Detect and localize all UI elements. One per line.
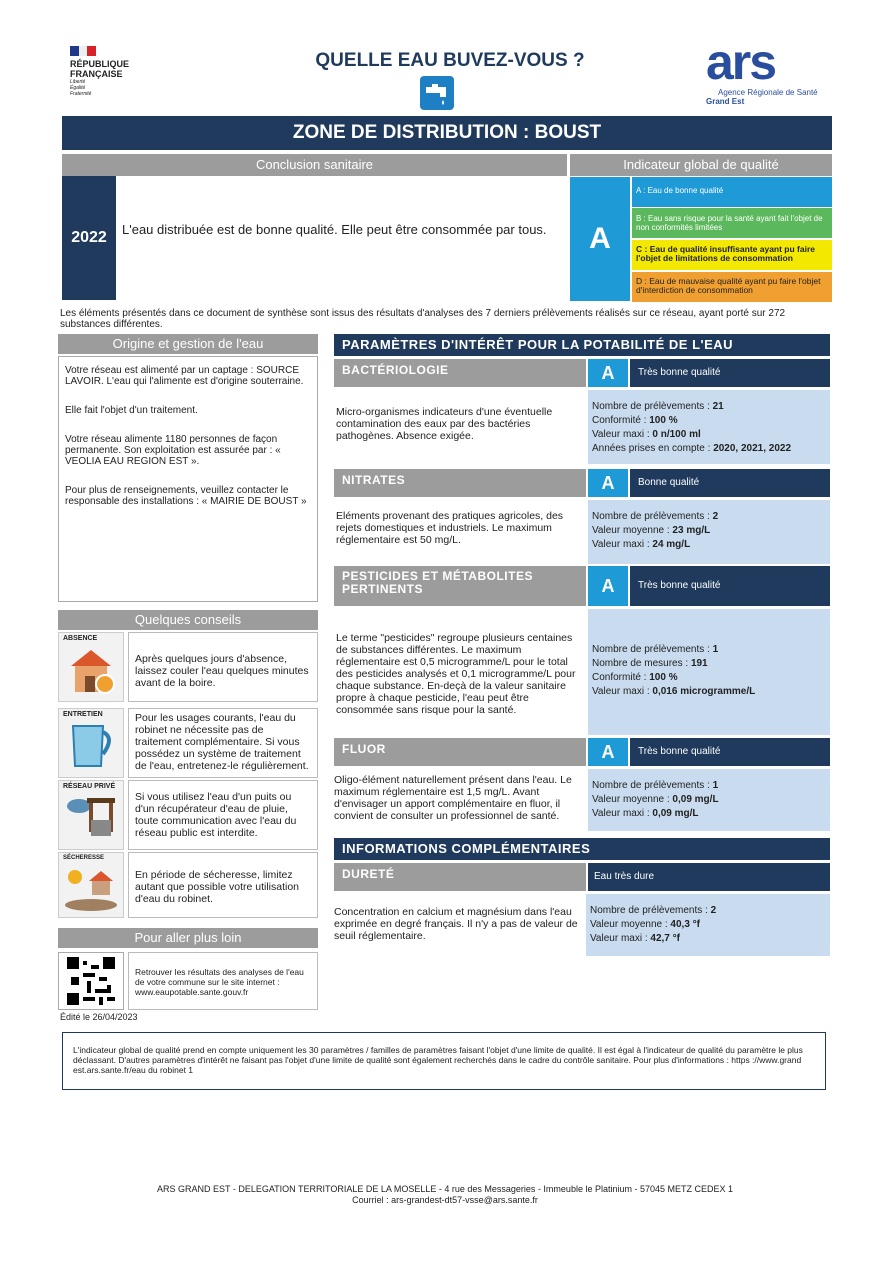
nitrates-grade: A bbox=[588, 469, 628, 497]
legend-b: B : Eau sans risque pour la santé ayant fait l'objet de non conformités limitées bbox=[632, 208, 832, 238]
note-text: L'indicateur global de qualité prend en compte uniquement les 30 paramètres / familles de paramètres faisant l'objet d'une limite de qualité. Il est égal à l'indicateur de qualité du paramètre le plus déclassant. D'autres paramètres d'intérêt ne faisant pas l'objet d'une limite de qualité sont également recherchés dans le cadre du contrôle sanitaire. Pour plus d'informations : https ://www.grand est.ars.sante.fr/eau du robinet 1 bbox=[73, 1045, 803, 1075]
pesticides-stat: Nombre de prélèvements : 1 bbox=[592, 644, 719, 655]
durete-desc: Concentration en calcium et magnésium dans l'eau exprimée en degré français. Il n'y a pas de valeur de seuil réglementaire. bbox=[334, 906, 578, 942]
nitrates-stats bbox=[588, 500, 830, 564]
bacterio-grade: A bbox=[588, 359, 628, 387]
well-icon bbox=[61, 792, 121, 844]
advice-reseau-icon-box bbox=[58, 780, 124, 850]
legend-a: A : Eau de bonne qualité bbox=[632, 177, 832, 207]
nitrates-desc: Eléments provenant des pratiques agricoles, des rejets domestiques et industriels. Le maximum réglementaire est 50 mg/L. bbox=[336, 510, 564, 546]
conclusion-year: 2022 bbox=[62, 176, 116, 300]
pesticides-desc: Le terme "pesticides" regroupe plusieurs centaines de substances différentes. Le maximum réglementaire est 0,5 microgramme/L pour le total des pesticides analysés et 0,1 microgramme/L pour chaque substance. En-deçà de la valeur sanitaire propre à chaque pesticide, l'eau peut être consommée sans risque pour la santé. bbox=[336, 632, 576, 716]
nitrates-title: NITRATES bbox=[334, 469, 586, 497]
global-grade-badge: A bbox=[570, 177, 630, 301]
fluor-grade: A bbox=[588, 738, 628, 766]
ars-logo-text: ars bbox=[706, 34, 776, 90]
pesticides-stat: Conformité : 100 % bbox=[592, 672, 678, 683]
durete-stats bbox=[586, 894, 830, 956]
bacterio-quality: Très bonne qualité bbox=[630, 359, 830, 387]
faucet-icon bbox=[420, 76, 454, 110]
qr-code bbox=[58, 952, 124, 1010]
advice-absence-icon-box bbox=[58, 632, 124, 702]
conclusion-header: Conclusion sanitaire bbox=[62, 154, 567, 176]
advice-secheresse-text: En période de sécheresse, limitez autant que possible votre utilisation d'eau du robinet. bbox=[128, 852, 318, 918]
note-box bbox=[62, 1032, 826, 1090]
legend-c: C : Eau de qualité insuffisante ayant pu faire l'objet de limitations de consommation bbox=[632, 240, 832, 270]
pesticides-title-line2: PERTINENTS bbox=[342, 582, 424, 596]
advice-secheresse-label: SÉCHERESSE bbox=[63, 855, 105, 861]
advice-absence-text: Après quelques jours d'absence, laissez couler l'eau quelques minutes avant de la boire. bbox=[128, 632, 318, 702]
advice-absence-label: ABSENCE bbox=[63, 635, 98, 642]
origin-header: Origine et gestion de l'eau bbox=[58, 334, 318, 354]
pesticides-stat: Nombre de mesures : 191 bbox=[592, 658, 708, 669]
house-clock-icon bbox=[61, 644, 121, 696]
bacterio-stat: Conformité : 100 % bbox=[592, 415, 678, 426]
indicator-header: Indicateur global de qualité bbox=[570, 154, 832, 176]
edited-date: Édité le 26/04/2023 bbox=[60, 1012, 138, 1022]
origin-p2: Elle fait l'objet d'un traitement. bbox=[65, 405, 198, 416]
fluor-stat: Valeur maxi : 0,09 mg/L bbox=[592, 808, 699, 819]
nitrates-stat: Valeur maxi : 24 mg/L bbox=[592, 539, 691, 550]
nitrates-stat: Valeur moyenne : 23 mg/L bbox=[592, 525, 711, 536]
fluor-stat: Valeur moyenne : 0,09 mg/L bbox=[592, 794, 719, 805]
bacterio-title: BACTÉRIOLOGIE bbox=[334, 359, 586, 387]
nitrates-stat: Nombre de prélèvements : 2 bbox=[592, 511, 719, 522]
drought-icon bbox=[61, 863, 121, 915]
pesticides-quality: Très bonne qualité bbox=[630, 566, 830, 606]
advice-header: Quelques conseils bbox=[58, 610, 318, 630]
water-jug-icon bbox=[61, 720, 121, 772]
zone-title: ZONE DE DISTRIBUTION : BOUST bbox=[62, 116, 832, 150]
bacterio-desc: Micro-organismes indicateurs d'une éventuelle contamination des eaux par des bactéries pathogènes. Absence exigée. bbox=[336, 406, 553, 442]
origin-panel bbox=[58, 356, 318, 602]
fluor-quality: Très bonne qualité bbox=[630, 738, 830, 766]
pesticides-title bbox=[334, 566, 586, 606]
origin-p4: Pour plus de renseignements, veuillez contacter le responsable des installations : « MAIRIE DE BOUST » bbox=[65, 485, 307, 507]
advice-secheresse-icon-box bbox=[58, 852, 124, 918]
fluor-stat: Nombre de prélèvements : 1 bbox=[592, 780, 719, 791]
durete-title: DURETÉ bbox=[334, 863, 586, 891]
advice-entretien-label: ENTRETIEN bbox=[63, 711, 103, 718]
advice-reseau-label: RÉSEAU PRIVÉ bbox=[63, 783, 116, 790]
fluor-desc: Oligo-élément naturellement présent dans l'eau. Le maximum réglementaire est 1,5 mg/L. Avant d'envisager un apport complémentaire en fluor, il convient de consulter un professionnel de santé. bbox=[334, 774, 572, 822]
pesticides-stats bbox=[588, 609, 830, 735]
ars-region-label: Grand Est bbox=[706, 97, 745, 106]
footer-email: Courriel : ars-grandest-dt57-vsse@ars.sante.fr bbox=[352, 1195, 538, 1205]
origin-p3: Votre réseau alimente 1180 personnes de façon permanente. Son exploitation est assurée par : « VEOLIA EAU REGION EST ». bbox=[65, 434, 281, 467]
pesticides-stat: Valeur maxi : 0,016 microgramme/L bbox=[592, 686, 756, 697]
further-text: Retrouver les résultats des analyses de l'eau de votre commune sur le site internet : www.eaupotable.sante.gouv.fr bbox=[128, 952, 318, 1010]
advice-entretien-text: Pour les usages courants, l'eau du robinet ne nécessite pas de traitement complémentaire. Si vous possédez un système de traitement de l'eau, entretenez-le régulièrement. bbox=[128, 708, 318, 778]
advice-reseau-text: Si vous utilisez l'eau d'un puits ou d'un récupérateur d'eau de pluie, toute communication avec l'eau du réseau public est interdite. bbox=[128, 780, 318, 850]
pesticides-title-line1: PESTICIDES ET MÉTABOLITES bbox=[342, 569, 533, 583]
republique-label: RÉPUBLIQUE bbox=[70, 59, 130, 69]
footer-address: ARS GRAND EST - DELEGATION TERRITORIALE DE LA MOSELLE - 4 rue des Messageries - Immeuble le Platinium - 57045 METZ CEDEX 1 bbox=[156, 1184, 734, 1194]
params-header: PARAMÈTRES D'INTÉRÊT POUR LA POTABILITÉ DE L'EAU bbox=[334, 334, 830, 356]
conclusion-text: L'eau distribuée est de bonne qualité. Elle peut être consommée par tous. bbox=[122, 222, 547, 237]
bacterio-stat: Nombre de prélèvements : 21 bbox=[592, 401, 724, 412]
further-header: Pour aller plus loin bbox=[58, 928, 318, 948]
qr-code-icon bbox=[67, 957, 115, 1005]
ars-agency-label: Agence Régionale de Santé bbox=[718, 88, 818, 97]
nitrates-quality: Bonne qualité bbox=[630, 469, 830, 497]
fluor-stats bbox=[588, 769, 830, 831]
bacterio-stat: Années prises en compte : 2020, 2021, 2022 bbox=[592, 443, 792, 454]
page-title: QUELLE EAU BUVEZ-VOUS ? bbox=[315, 50, 585, 71]
durete-stat: Valeur moyenne : 40,3 °f bbox=[590, 919, 700, 930]
pesticides-grade: A bbox=[588, 566, 628, 606]
devise-liberte: Liberté bbox=[70, 79, 86, 85]
intro-text: Les éléments présentés dans ce document de synthèse sont issus des résultats d'analyses des 7 derniers prélèvements réalisés sur ce réseau, ayant porté sur 272 substances différentes. bbox=[60, 308, 786, 330]
complement-header: INFORMATIONS COMPLÉMENTAIRES bbox=[334, 838, 830, 860]
fluor-title: FLUOR bbox=[334, 738, 586, 766]
durete-stat: Nombre de prélèvements : 2 bbox=[590, 905, 717, 916]
advice-entretien-icon-box bbox=[58, 708, 124, 778]
devise-fraternite: Fraternité bbox=[70, 91, 92, 97]
legend-d: D : Eau de mauvaise qualité ayant pu faire l'objet d'interdiction de consommation bbox=[632, 272, 832, 302]
republique-logo bbox=[70, 46, 150, 106]
ars-logo bbox=[706, 34, 836, 114]
bacterio-stats bbox=[588, 390, 830, 464]
durete-quality: Eau très dure bbox=[588, 863, 830, 891]
devise-egalite: Égalité bbox=[70, 85, 86, 91]
bacterio-stat: Valeur maxi : 0 n/100 ml bbox=[592, 429, 701, 440]
francaise-label: FRANÇAISE bbox=[70, 69, 123, 79]
marianne-flag-icon bbox=[70, 46, 96, 56]
durete-stat: Valeur maxi : 42,7 °f bbox=[590, 933, 680, 944]
origin-p1: Votre réseau est alimenté par un captage : SOURCE LAVOIR. L'eau qui l'alimente est d'origine souterraine. bbox=[65, 365, 304, 387]
